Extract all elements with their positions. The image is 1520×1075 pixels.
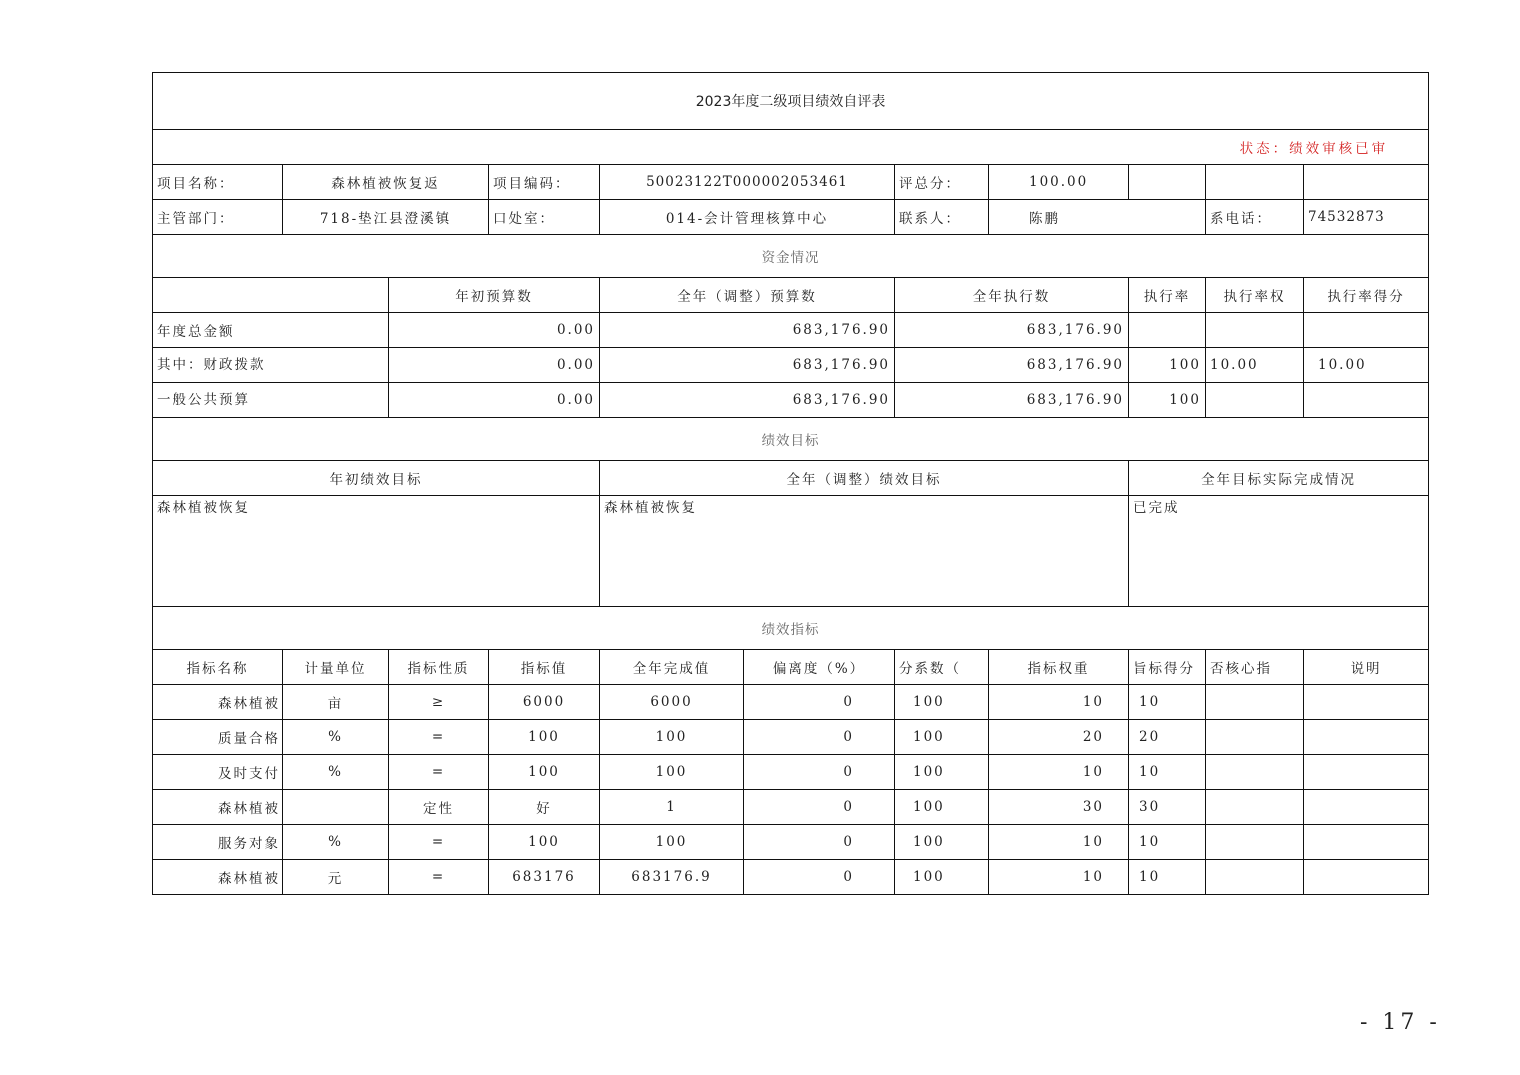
ind-core	[1206, 720, 1304, 755]
indicator-row	[153, 720, 1429, 755]
project-name-label: 项目名称：	[153, 165, 283, 200]
ind-coefficient: 100	[895, 860, 989, 895]
goals-header-initial: 年初绩效目标	[153, 461, 600, 496]
ind-value: 100	[489, 825, 600, 860]
ind-unit: %	[283, 755, 389, 790]
project-code-label: 项目编码：	[489, 165, 600, 200]
ind-core	[1206, 685, 1304, 720]
ind-header-score: 旨标得分	[1129, 650, 1206, 685]
ind-name: 及时支付	[153, 755, 283, 790]
ind-value: 6000	[489, 685, 600, 720]
ind-weight: 10	[989, 755, 1129, 790]
funds-row-label-cell	[153, 348, 389, 383]
ind-header-completed: 全年完成值	[600, 650, 744, 685]
ind-header-value: 指标值	[489, 650, 600, 685]
ind-nature: =	[389, 720, 489, 755]
ind-nature: =	[389, 755, 489, 790]
contact-label: 联系人：	[895, 200, 989, 235]
goals-header-actual: 全年目标实际完成情况	[1129, 461, 1429, 496]
ind-deviation: 0	[744, 825, 895, 860]
ind-header-weight: 指标权重	[989, 650, 1129, 685]
indicators-header-row	[153, 650, 1429, 685]
ind-header-note: 说明	[1304, 650, 1429, 685]
contact-value: 陈鹏	[989, 200, 1206, 235]
funds-header-initial: 年初预算数	[389, 278, 600, 313]
project-row-2	[153, 200, 1429, 235]
ind-core	[1206, 860, 1304, 895]
funds-header-weight: 执行率权	[1206, 278, 1304, 313]
ind-name: 森林植被	[153, 685, 283, 720]
ind-unit	[283, 790, 389, 825]
ind-coefficient: 100	[895, 825, 989, 860]
ind-name: 服务对象	[153, 825, 283, 860]
funds-header-rate: 执行率	[1129, 278, 1206, 313]
ind-weight: 10	[989, 685, 1129, 720]
ind-unit: %	[283, 720, 389, 755]
funds-row-rate: 100	[1129, 383, 1206, 418]
empty-cell	[1129, 165, 1206, 200]
evaluation-table	[152, 72, 1429, 895]
funds-row-label: 一般公共预算	[157, 391, 250, 408]
funds-header-row	[153, 278, 1429, 313]
ind-note	[1304, 825, 1429, 860]
ind-value: 683176	[489, 860, 600, 895]
funds-row	[153, 348, 1429, 383]
ind-nature: =	[389, 860, 489, 895]
funds-row-adjusted: 683,176.90	[600, 313, 895, 348]
phone-label: 系电话：	[1206, 200, 1304, 235]
funds-row-score	[1304, 313, 1429, 348]
funds-row-weight	[1206, 383, 1304, 418]
funds-header-executed: 全年执行数	[895, 278, 1129, 313]
funds-row-weight	[1206, 313, 1304, 348]
funds-row-label-cell	[153, 383, 389, 418]
ind-completed: 683176.9	[600, 860, 744, 895]
ind-score: 20	[1129, 720, 1206, 755]
indicators-section-title: 绩效指标	[153, 607, 1429, 650]
funds-header-adjusted: 全年（调整）预算数	[600, 278, 895, 313]
ind-completed: 100	[600, 720, 744, 755]
funds-row-score	[1304, 383, 1429, 418]
funds-section-title: 资金情况	[153, 235, 1429, 278]
funds-row-score: 10.00	[1304, 348, 1429, 383]
ind-completed: 1	[600, 790, 744, 825]
office-value: 014-会计管理核算中心	[600, 200, 895, 235]
ind-weight: 30	[989, 790, 1129, 825]
ind-header-coefficient: 分系数（	[895, 650, 989, 685]
goals-header-adjusted: 全年（调整）绩效目标	[600, 461, 1129, 496]
goal-actual-value: 已完成	[1129, 496, 1429, 607]
funds-row-label: 年度总金额	[153, 313, 389, 348]
ind-score: 10	[1129, 755, 1206, 790]
ind-coefficient: 100	[895, 790, 989, 825]
empty-cell	[1304, 165, 1429, 200]
funds-row-label: 其中：财政拨款	[157, 356, 266, 373]
ind-nature: 定性	[389, 790, 489, 825]
ind-score: 10	[1129, 825, 1206, 860]
project-code-value: 50023122T000002053461	[600, 165, 895, 200]
funds-row-rate: 100	[1129, 348, 1206, 383]
ind-value: 好	[489, 790, 600, 825]
funds-row	[153, 313, 1429, 348]
ind-coefficient: 100	[895, 685, 989, 720]
funds-row-rate	[1129, 313, 1206, 348]
ind-core	[1206, 790, 1304, 825]
ind-note	[1304, 860, 1429, 895]
funds-header-empty	[153, 278, 389, 313]
score-label: 评总分：	[895, 165, 989, 200]
ind-weight: 20	[989, 720, 1129, 755]
ind-header-name: 指标名称	[153, 650, 283, 685]
ind-core	[1206, 755, 1304, 790]
indicator-row	[153, 790, 1429, 825]
ind-unit: 亩	[283, 685, 389, 720]
ind-coefficient: 100	[895, 720, 989, 755]
ind-completed: 100	[600, 755, 744, 790]
goals-section-title: 绩效目标	[153, 418, 1429, 461]
ind-header-unit: 计量单位	[283, 650, 389, 685]
ind-name: 森林植被	[153, 860, 283, 895]
ind-header-core: 否核心指	[1206, 650, 1304, 685]
dept-value: 718-垫江县澄溪镇	[283, 200, 489, 235]
ind-core	[1206, 825, 1304, 860]
page-number: - 17 -	[1360, 1010, 1441, 1035]
goal-adjusted-value: 森林植被恢复	[600, 496, 1129, 607]
ind-completed: 6000	[600, 685, 744, 720]
table-title: 2023年度二级项目绩效自评表	[153, 73, 1429, 130]
indicator-row	[153, 860, 1429, 895]
ind-header-deviation: 偏离度（%）	[744, 650, 895, 685]
indicators-body	[153, 685, 1429, 895]
ind-completed: 100	[600, 825, 744, 860]
funds-row-initial: 0.00	[389, 383, 600, 418]
funds-row-executed: 683,176.90	[895, 348, 1129, 383]
goals-values-row	[153, 496, 1429, 607]
ind-deviation: 0	[744, 720, 895, 755]
ind-unit: 元	[283, 860, 389, 895]
funds-row-executed: 683,176.90	[895, 383, 1129, 418]
funds-row-adjusted: 683,176.90	[600, 348, 895, 383]
ind-note	[1304, 755, 1429, 790]
indicator-row	[153, 755, 1429, 790]
ind-score: 30	[1129, 790, 1206, 825]
ind-weight: 10	[989, 825, 1129, 860]
evaluation-form	[152, 72, 1428, 895]
funds-row-adjusted: 683,176.90	[600, 383, 895, 418]
ind-value: 100	[489, 755, 600, 790]
ind-deviation: 0	[744, 790, 895, 825]
ind-name: 质量合格	[153, 720, 283, 755]
funds-row-executed: 683,176.90	[895, 313, 1129, 348]
ind-deviation: 0	[744, 860, 895, 895]
office-label: 口处室：	[489, 200, 600, 235]
empty-cell	[1206, 165, 1304, 200]
phone-value: 74532873	[1304, 200, 1429, 235]
ind-note	[1304, 685, 1429, 720]
indicator-row	[153, 685, 1429, 720]
funds-header-score: 执行率得分	[1304, 278, 1429, 313]
ind-header-nature: 指标性质	[389, 650, 489, 685]
ind-weight: 10	[989, 860, 1129, 895]
ind-value: 100	[489, 720, 600, 755]
funds-row	[153, 383, 1429, 418]
funds-row-initial: 0.00	[389, 348, 600, 383]
funds-row-weight: 10.00	[1206, 348, 1304, 383]
project-name-value: 森林植被恢复返	[283, 165, 489, 200]
ind-nature: =	[389, 825, 489, 860]
ind-deviation: 0	[744, 755, 895, 790]
ind-note	[1304, 720, 1429, 755]
dept-label: 主管部门：	[153, 200, 283, 235]
indicator-row	[153, 825, 1429, 860]
ind-note	[1304, 790, 1429, 825]
ind-name: 森林植被	[153, 790, 283, 825]
ind-score: 10	[1129, 685, 1206, 720]
project-row-1	[153, 165, 1429, 200]
ind-coefficient: 100	[895, 755, 989, 790]
funds-row-initial: 0.00	[389, 313, 600, 348]
ind-score: 10	[1129, 860, 1206, 895]
ind-deviation: 0	[744, 685, 895, 720]
ind-unit: %	[283, 825, 389, 860]
ind-nature: ≥	[389, 685, 489, 720]
goal-initial-value: 森林植被恢复	[153, 496, 600, 607]
score-value: 100.00	[989, 165, 1129, 200]
status-text: 状态：绩效审核已审	[153, 130, 1429, 165]
goals-header-row	[153, 461, 1429, 496]
